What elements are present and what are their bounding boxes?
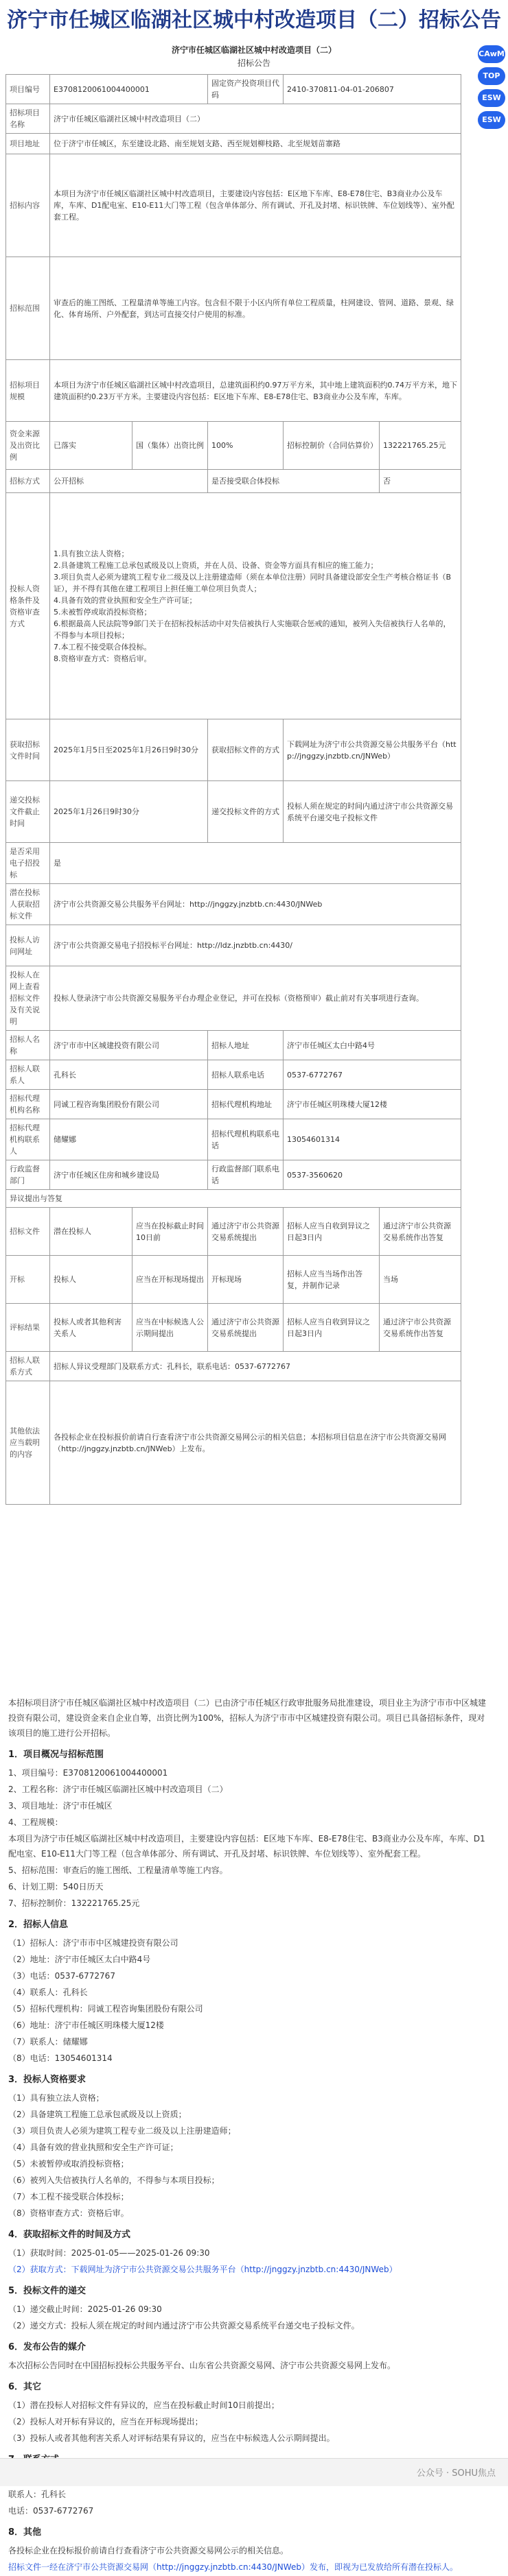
cell-label: 递交投标文件的方式	[208, 781, 284, 843]
cell-value: 储耀娜	[50, 1119, 208, 1160]
list-item: 7、招标控制价：132221765.25元	[8, 1898, 140, 1908]
cell-value: 132221765.25元	[380, 422, 461, 470]
list-item: 3.项目负责人必须为建筑工程专业二级及以上注册建造师（须在本单位注册）同时具备建设部安全生产考核合格证书（B证），并不得有其他在建工程项目上担任施工单位项目负责人；	[54, 572, 452, 593]
section-heading: 6．发布公告的媒介	[8, 2342, 86, 2352]
cell-value: 潜在投标人	[50, 1208, 132, 1256]
list-item: 电话：0537-6772767	[8, 2506, 94, 2516]
cell-label: 招标人名称	[6, 1031, 50, 1060]
qualification-list	[50, 493, 461, 719]
table-row	[6, 470, 461, 493]
cell-value: 0537-6772767	[284, 1060, 461, 1090]
cell-value: 济宁市任城区临湖社区城中村改造项目（二）	[50, 104, 461, 134]
list-item: 2、工程名称：济宁市任城区临湖社区城中村改造项目（二）	[8, 1785, 228, 1794]
table-row	[6, 1031, 461, 1060]
cell-value: 100%	[208, 422, 284, 470]
cell-value: 2025年1月5日至2025年1月26日9时30分	[50, 719, 208, 781]
cell-label: 获取招标文件的方式	[208, 719, 284, 781]
cell-label: 潜在投标人获取招标文件	[6, 884, 50, 925]
table-row	[6, 781, 461, 843]
cell-label: 是否采用电子招投标	[6, 843, 50, 884]
list-item: 8.资格审查方式：资格后审。	[54, 654, 152, 663]
list-item: 各投标企业在投标报价前请自行查看济宁市公共资源交易网公示的相关信息。	[8, 2546, 289, 2555]
table-row	[6, 104, 461, 134]
section-heading: 2．招标人信息	[8, 1920, 69, 1930]
list-item: （3）电话：0537-6772767	[8, 1971, 115, 1981]
cell-label: 招标人联系电话	[208, 1060, 284, 1090]
cell-label: 招标方式	[6, 470, 50, 493]
cell-value: 审查后的施工图纸、工程量清单等施工内容。包含但不限于小区内所有单位工程质量，柱网建设、管网、道路、景观、绿化、体育场所、户外配套，到达可直接交付户使用的标准。	[50, 257, 461, 360]
list-item: （2）地址：济宁市任城区太白中路4号	[8, 1955, 151, 1964]
cell-value: 招标人异议受理部门及联系方式：孔科长，联系电话：0537-6772767	[50, 1352, 461, 1381]
cell-value: E3708120061004400001	[50, 75, 208, 104]
list-item: （8）资格审查方式：资格后审。	[8, 2208, 129, 2218]
table-row	[6, 154, 461, 257]
cell-label: 投标人访问网址	[6, 925, 50, 966]
list-item: （2）投标人对开标有异议的，应当在开标现场提出；	[8, 2417, 203, 2426]
list-item: 6.根据最高人民法院等9部门关于在招标投标活动中对失信被执行人实施联合惩戒的通知，被列入失信被执行人名单的，不得参与本项目投标；	[54, 619, 451, 640]
section-heading: 5．投标文件的递交	[8, 2286, 86, 2296]
cell-value: 否	[380, 470, 461, 493]
table-row	[6, 422, 461, 470]
table-row	[6, 1304, 461, 1352]
cell-label: 招标人地址	[208, 1031, 284, 1060]
cell-value: 0537-3560620	[284, 1160, 461, 1190]
list-item: 4.具备有效的营业执照和安全生产许可证；	[54, 595, 197, 605]
footer	[0, 2458, 508, 2486]
table-row	[6, 257, 461, 360]
list-item: 3、项目地址：济宁市任城区	[8, 1801, 113, 1811]
list-item: （6）被列入失信被执行人名单的，不得参与本项目投标；	[8, 2175, 220, 2185]
list-item-link[interactable]: （2）获取方式：下载网址为济宁市公共资源交易公共服务平台（http://jnggzy.jnzbtb.cn:4430/JNWeb）	[8, 2265, 397, 2274]
table-row	[6, 1208, 461, 1256]
footer-brand: 公众号 · SOHU焦点	[416, 2468, 496, 2479]
section-heading: 3．投标人资格要求	[8, 2075, 86, 2085]
cell-value: 2410-370811-04-01-206807	[284, 75, 461, 104]
cell-label: 招标项目名称	[6, 104, 50, 134]
cell-label: 招标项目规模	[6, 360, 50, 422]
list-item: （2）具备建筑工程施工总承包贰级及以上资质；	[8, 2110, 187, 2119]
cell-value: 位于济宁市任城区，东至建设北路、南至规划支路、西至规划柳枝路、北至规划苗寨路	[50, 134, 461, 154]
cell-value: 本项目为济宁市任城区临湖社区城中村改造项目，主要建设内容包括：E区地下车库、E8-E78住宅、B3商业办公及车库，车库、D1配电室、E10-E11大门等工程（包含单体部分、所有调试、开孔及封堵、标识铁牌、车位划线等）、室外配套工程。	[50, 154, 461, 257]
cell-label: 开标	[6, 1256, 50, 1304]
cell-label: 投标人资格条件及资格审查方式	[6, 493, 50, 719]
table-row	[6, 1190, 461, 1208]
table-row	[6, 925, 461, 966]
cell-label: 国（集体）出资比例	[132, 422, 208, 470]
table-row	[6, 1119, 461, 1160]
cell-label: 招标范围	[6, 257, 50, 360]
list-item: 本次招标公告同时在中国招标投标公共服务平台、山东省公共资源交易网、济宁市公共资源交易网上发布。	[8, 2361, 396, 2370]
cell-value: 招标人应当自收到异议之日起3日内	[284, 1304, 380, 1352]
cell-label: 招标代理机构联系电话	[208, 1119, 284, 1160]
doc-subtitle: 济宁市任城区临湖社区城中村改造项目（二）	[171, 45, 336, 55]
cell-value: 投标人须在规定的时间内通过济宁市公共资源交易系统平台递交电子投标文件	[284, 781, 461, 843]
cell-value: 应当在中标候选人公示期间提出	[132, 1304, 208, 1352]
table-row	[6, 134, 461, 154]
list-item: 2.具备建筑工程施工总承包贰级及以上资质，并在人员、设备、资金等方面具有相应的施工能力；	[54, 560, 378, 570]
table-row	[6, 1256, 461, 1304]
cell-value: 投标人	[50, 1256, 132, 1304]
list-item: 1、项目编号：E3708120061004400001	[8, 1768, 168, 1778]
cell-label: 招标人联系人	[6, 1060, 50, 1090]
section-heading: 异议提出与答复	[6, 1190, 461, 1208]
cell-label: 其他依法应当载明的内容	[6, 1381, 50, 1505]
list-item: （2）递交方式：投标人须在规定的时间内通过济宁市公共资源交易系统平台递交电子投标文件。	[8, 2321, 360, 2330]
cell-value: 通过济宁市公共资源交易系统提出	[208, 1208, 284, 1256]
cell-value: 济宁市任城区太白中路4号	[284, 1031, 461, 1060]
list-item: （8）电话：13054601314	[8, 2053, 113, 2063]
list-item-link[interactable]: 招标文件一经在济宁市公共资源交易网（http://jnggzy.jnzbtb.cn:4430/JNWeb）发布，即视为已发放给所有潜在投标人。	[8, 2562, 458, 2572]
list-item: 5、招标范围：审查后的施工图纸、工程量清单等施工内容。	[8, 1865, 228, 1875]
cell-label: 固定资产投资项目代码	[208, 75, 284, 104]
list-item: 1.具有独立法人资格；	[54, 549, 129, 558]
list-item: （4）具备有效的营业执照和安全生产许可证；	[8, 2143, 178, 2152]
table-row	[6, 884, 461, 925]
list-item: （7）本工程不接受联合体投标；	[8, 2192, 129, 2202]
cell-label: 行政监督部门联系电话	[208, 1160, 284, 1190]
list-item: （1）获取时间：2025-01-05——2025-01-26 09:30	[8, 2248, 210, 2258]
section-heading: 8．其他	[8, 2527, 42, 2538]
cell-value: 同诚工程咨询集团股份有限公司	[50, 1090, 208, 1119]
list-item: （5）未被暂停或取消投标资格；	[8, 2159, 129, 2169]
announcement-table	[5, 74, 461, 1505]
cell-value: 投标人或者其他利害关系人	[50, 1304, 132, 1352]
side-button-esw[interactable]: ESW	[478, 89, 505, 107]
page-title: 济宁市任城区临湖社区城中村改造项目（二）招标公告	[7, 8, 501, 32]
cell-label: 项目编号	[6, 75, 50, 104]
cell-label: 项目地址	[6, 134, 50, 154]
list-item: 5.未被暂停或取消投标资格；	[54, 607, 152, 617]
cell-label: 递交投标文件截止时间	[6, 781, 50, 843]
cell-value: 2025年1月26日9时30分	[50, 781, 208, 843]
cell-value: 本项目为济宁市任城区临湖社区城中村改造项目，总建筑面积约0.97万平方米，其中地上建筑面积约0.74万平方米，地下建筑面积约0.23万平方米。主要建设内容包括：E区地下车库、E8-E78住宅、B3商业办公及车库，车库。	[50, 360, 461, 422]
table-row	[6, 1381, 461, 1505]
cell-label: 招标控制价（合同估算价）	[284, 422, 380, 470]
list-item: （1）递交截止时间：2025-01-26 09:30	[8, 2304, 162, 2314]
list-item: 7.本工程不接受联合体投标。	[54, 642, 152, 652]
list-item: 本项目为济宁市任城区临湖社区城中村改造项目，主要建设内容包括：E区地下车库、E8-E78住宅、B3商业办公及车库，车库、D1配电室、E10-E11大门等工程（包含单体部分、所有调试、开孔及封堵、标识铁牌、车位划线等）、室外配套工程。	[8, 1834, 485, 1859]
table-row	[6, 1160, 461, 1190]
cell-label: 招标内容	[6, 154, 50, 257]
cell-value: 济宁市任城区明珠楼大厦12楼	[284, 1090, 461, 1119]
announcement-body	[8, 1694, 489, 2576]
list-item: 联系人：孔科长	[8, 2490, 67, 2499]
cell-label: 行政监督部门	[6, 1160, 50, 1190]
section-heading: 4．获取招标文件的时间及方式	[8, 2230, 131, 2240]
cell-label: 招标人联系方式	[6, 1352, 50, 1381]
doc-subtitle-2: 招标公告	[237, 58, 270, 68]
cell-value: 济宁市市中区城建投资有限公司	[50, 1031, 208, 1060]
intro-paragraph: 本招标项目济宁市任城区临湖社区城中村改造项目（二）已由济宁市任城区行政审批服务局批准建设，项目业主为济宁市市中区城建投资有限公司，建设资金来自企业自筹，出资比例为100%，招标人为济宁市市中区城建投资有限公司。项目已具备招标条件，现对该项目的施工进行公开招标。	[8, 1698, 487, 1738]
cell-value-link[interactable]: 济宁市公共资源交易电子招投标平台网址：http://ldz.jnzbtb.cn:4430/	[50, 925, 461, 966]
side-button-esw-2[interactable]: ESW	[478, 111, 505, 129]
list-item: 4、工程规模：	[8, 1817, 63, 1827]
cell-value: 是	[50, 843, 461, 884]
table-row	[6, 843, 461, 884]
list-item: （3）项目负责人必须为建筑工程专业二级及以上注册建造师；	[8, 2126, 236, 2136]
cell-value-link[interactable]: 济宁市公共资源交易公共服务平台网址：http://jnggzy.jnzbtb.cn:4430/JNWeb	[50, 884, 461, 925]
cell-label: 招标文件	[6, 1208, 50, 1256]
list-item: （5）招标代理机构：同诚工程咨询集团股份有限公司	[8, 2004, 203, 2014]
list-item: （3）投标人或者其他利害关系人对评标结果有异议的，应当在中标候选人公示期间提出。	[8, 2433, 335, 2443]
list-item: （4）联系人：孔科长	[8, 1988, 88, 1997]
cell-value: 招标人应当当场作出答复，并制作记录	[284, 1256, 380, 1304]
section-heading: 6．其它	[8, 2382, 42, 2392]
table-row	[6, 1352, 461, 1381]
side-button-camm[interactable]: CAwM	[478, 45, 505, 63]
cell-value: 通过济宁市公共资源交易系统提出	[208, 1304, 284, 1352]
cell-label: 招标代理机构地址	[208, 1090, 284, 1119]
list-item: （1）具有独立法人资格；	[8, 2093, 104, 2103]
table-row	[6, 966, 461, 1031]
cell-value: 下载网址为济宁市公共资源交易公共服务平台（http://jnggzy.jnzbtb.cn/JNWeb）	[284, 719, 461, 781]
cell-value: 应当在开标现场提出	[132, 1256, 208, 1304]
table-row	[6, 360, 461, 422]
cell-value: 应当在投标截止时间10日前	[132, 1208, 208, 1256]
cell-value: 投标人登录济宁市公共资源交易服务平台办理企业登记，并可在投标（资格预审）截止前对有关事项进行查询。	[50, 966, 461, 1031]
cell-value: 招标人应当自收到异议之日起3日内	[284, 1208, 380, 1256]
table-row	[6, 75, 461, 104]
table-row	[6, 719, 461, 781]
cell-value: 已落实	[50, 422, 132, 470]
table-row	[6, 493, 461, 719]
list-item: 6、计划工期：540日历天	[8, 1882, 104, 1892]
cell-value: 开标现场	[208, 1256, 284, 1304]
cell-value: 各投标企业在投标报价前请自行查看济宁市公共资源交易网公示的相关信息；本招标项目信息在济宁市公共资源交易网（http://jnggzy.jnzbtb.cn/JNWeb）上发布。	[50, 1381, 461, 1505]
cell-value: 当场	[380, 1256, 461, 1304]
cell-label: 投标人在网上查看招标文件及有关说明	[6, 966, 50, 1031]
cell-value: 13054601314	[284, 1119, 461, 1160]
cell-label: 获取招标文件时间	[6, 719, 50, 781]
cell-value: 通过济宁市公共资源交易系统作出答复	[380, 1208, 461, 1256]
side-button-top[interactable]: TOP	[478, 67, 505, 85]
list-item: （7）联系人：储耀娜	[8, 2037, 88, 2047]
list-item: （1）招标人：济宁市市中区城建投资有限公司	[8, 1938, 178, 1948]
section-heading: 1．项目概况与招标范围	[8, 1750, 104, 1760]
cell-label: 招标代理机构名称	[6, 1090, 50, 1119]
table-row	[6, 1090, 461, 1119]
cell-label: 招标代理机构联系人	[6, 1119, 50, 1160]
list-item: （1）潜在投标人对招标文件有异议的，应当在投标截止时间10日前提出；	[8, 2400, 279, 2410]
cell-label: 资金来源及出资比例	[6, 422, 50, 470]
list-item: （6）地址：济宁市任城区明珠楼大厦12楼	[8, 2020, 164, 2030]
cell-value: 公开招标	[50, 470, 208, 493]
table-row	[6, 1060, 461, 1090]
cell-label: 评标结果	[6, 1304, 50, 1352]
cell-label: 是否接受联合体投标	[208, 470, 380, 493]
cell-value: 通过济宁市公共资源交易系统作出答复	[380, 1304, 461, 1352]
cell-value: 孔科长	[50, 1060, 208, 1090]
cell-value: 济宁市任城区住房和城乡建设局	[50, 1160, 208, 1190]
side-toolbar	[475, 41, 508, 133]
